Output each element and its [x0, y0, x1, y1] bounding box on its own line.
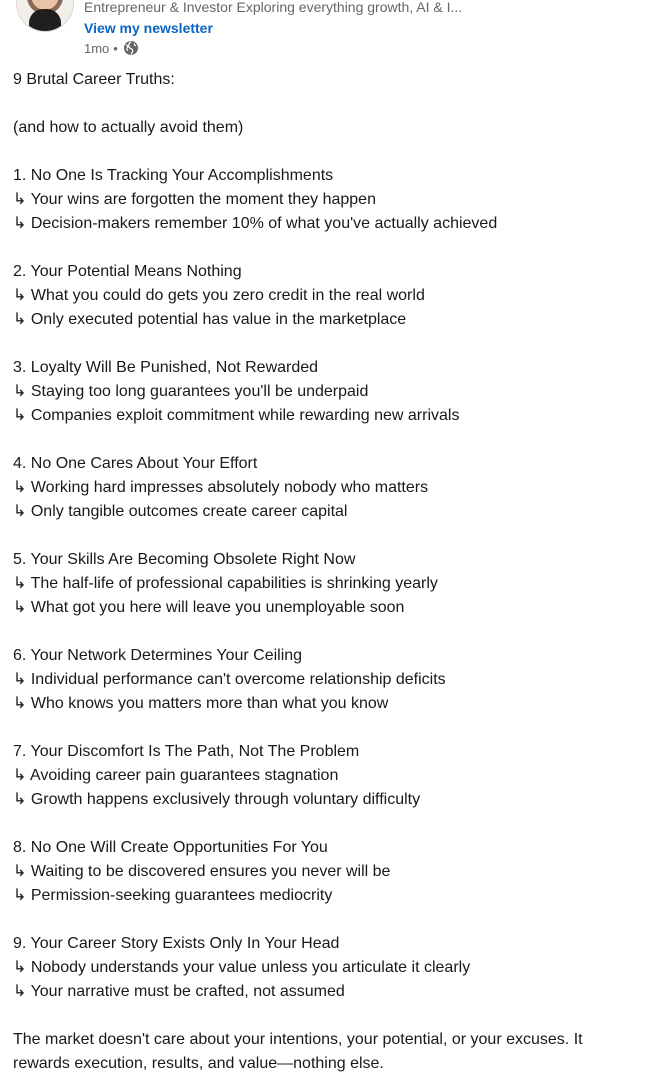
truth-bullet: ↳ Working hard impresses absolutely nobody who matters [13, 479, 429, 496]
spacer [13, 1004, 638, 1028]
post-timestamp: 1mo [84, 40, 110, 56]
author-avatar[interactable] [16, 0, 74, 32]
truth-bullet: ↳ Only tangible outcomes create career capital [13, 503, 348, 520]
timestamp-separator: • [113, 40, 118, 56]
truth-bullet: ↳ Only executed potential has value in the marketplace [13, 311, 407, 328]
post-subtitle: (and how to actually avoid them) [13, 119, 244, 136]
truth-bullet: ↳ Who knows you matters more than what you know [13, 695, 389, 712]
spacer [13, 908, 638, 932]
spacer [13, 716, 638, 740]
truth-bullet: ↳ Decision-makers remember 10% of what you've actually achieved [13, 215, 498, 232]
post-body [13, 68, 638, 1076]
truth-heading: 8. No One Will Create Opportunities For You [13, 839, 328, 856]
post-title: 9 Brutal Career Truths: [13, 71, 175, 88]
post-timestamp-row [84, 39, 139, 57]
truth-heading: 2. Your Potential Means Nothing [13, 263, 242, 280]
truth-bullet: ↳ Your wins are forgotten the moment they happen [13, 191, 376, 208]
truth-heading: 9. Your Career Story Exists Only In Your Head [13, 935, 340, 952]
spacer [13, 524, 638, 548]
truth-heading: 5. Your Skills Are Becoming Obsolete Right Now [13, 551, 356, 568]
truth-bullet: ↳ Your narrative must be crafted, not assumed [13, 983, 345, 1000]
globe-icon [123, 40, 139, 56]
spacer [13, 620, 638, 644]
truth-bullet: ↳ Staying too long guarantees you'll be underpaid [13, 383, 369, 400]
truth-heading: 1. No One Is Tracking Your Accomplishments [13, 167, 334, 184]
truth-bullet: ↳ Companies exploit commitment while rewarding new arrivals [13, 407, 460, 424]
spacer [13, 236, 638, 260]
spacer [13, 812, 638, 836]
truth-bullet: ↳ What got you here will leave you unemployable soon [13, 599, 405, 616]
truth-bullet: ↳ Growth happens exclusively through voluntary difficulty [13, 791, 421, 808]
truth-bullet: ↳ Avoiding career pain guarantees stagnation [13, 767, 339, 784]
truth-heading: 7. Your Discomfort Is The Path, Not The Problem [13, 743, 360, 760]
truth-heading: 4. No One Cares About Your Effort [13, 455, 258, 472]
spacer [13, 332, 638, 356]
view-newsletter-link[interactable]: View my newsletter [84, 20, 213, 36]
post-closing: The market doesn't care about your intentions, your potential, or your excuses. It rewards execution, results, and value—nothing else. [13, 1031, 583, 1072]
spacer [13, 92, 638, 116]
truth-heading: 6. Your Network Determines Your Ceiling [13, 647, 303, 664]
author-headline: Entrepreneur & Investor Exploring everything growth, AI & I... [84, 0, 463, 15]
truth-heading: 3. Loyalty Will Be Punished, Not Rewarded [13, 359, 319, 376]
truth-bullet: ↳ Permission-seeking guarantees mediocrity [13, 887, 333, 904]
truth-bullet: ↳ What you could do gets you zero credit in the real world [13, 287, 425, 304]
truth-bullet: ↳ Waiting to be discovered ensures you never will be [13, 863, 391, 880]
truth-bullet: ↳ Nobody understands your value unless you articulate it clearly [13, 959, 471, 976]
truth-bullet: ↳ Individual performance can't overcome relationship deficits [13, 671, 446, 688]
truth-bullet: ↳ The half-life of professional capabilities is shrinking yearly [13, 575, 438, 592]
spacer [13, 428, 638, 452]
post-header [0, 0, 648, 62]
avatar-shirt [29, 9, 61, 32]
spacer [13, 140, 638, 164]
